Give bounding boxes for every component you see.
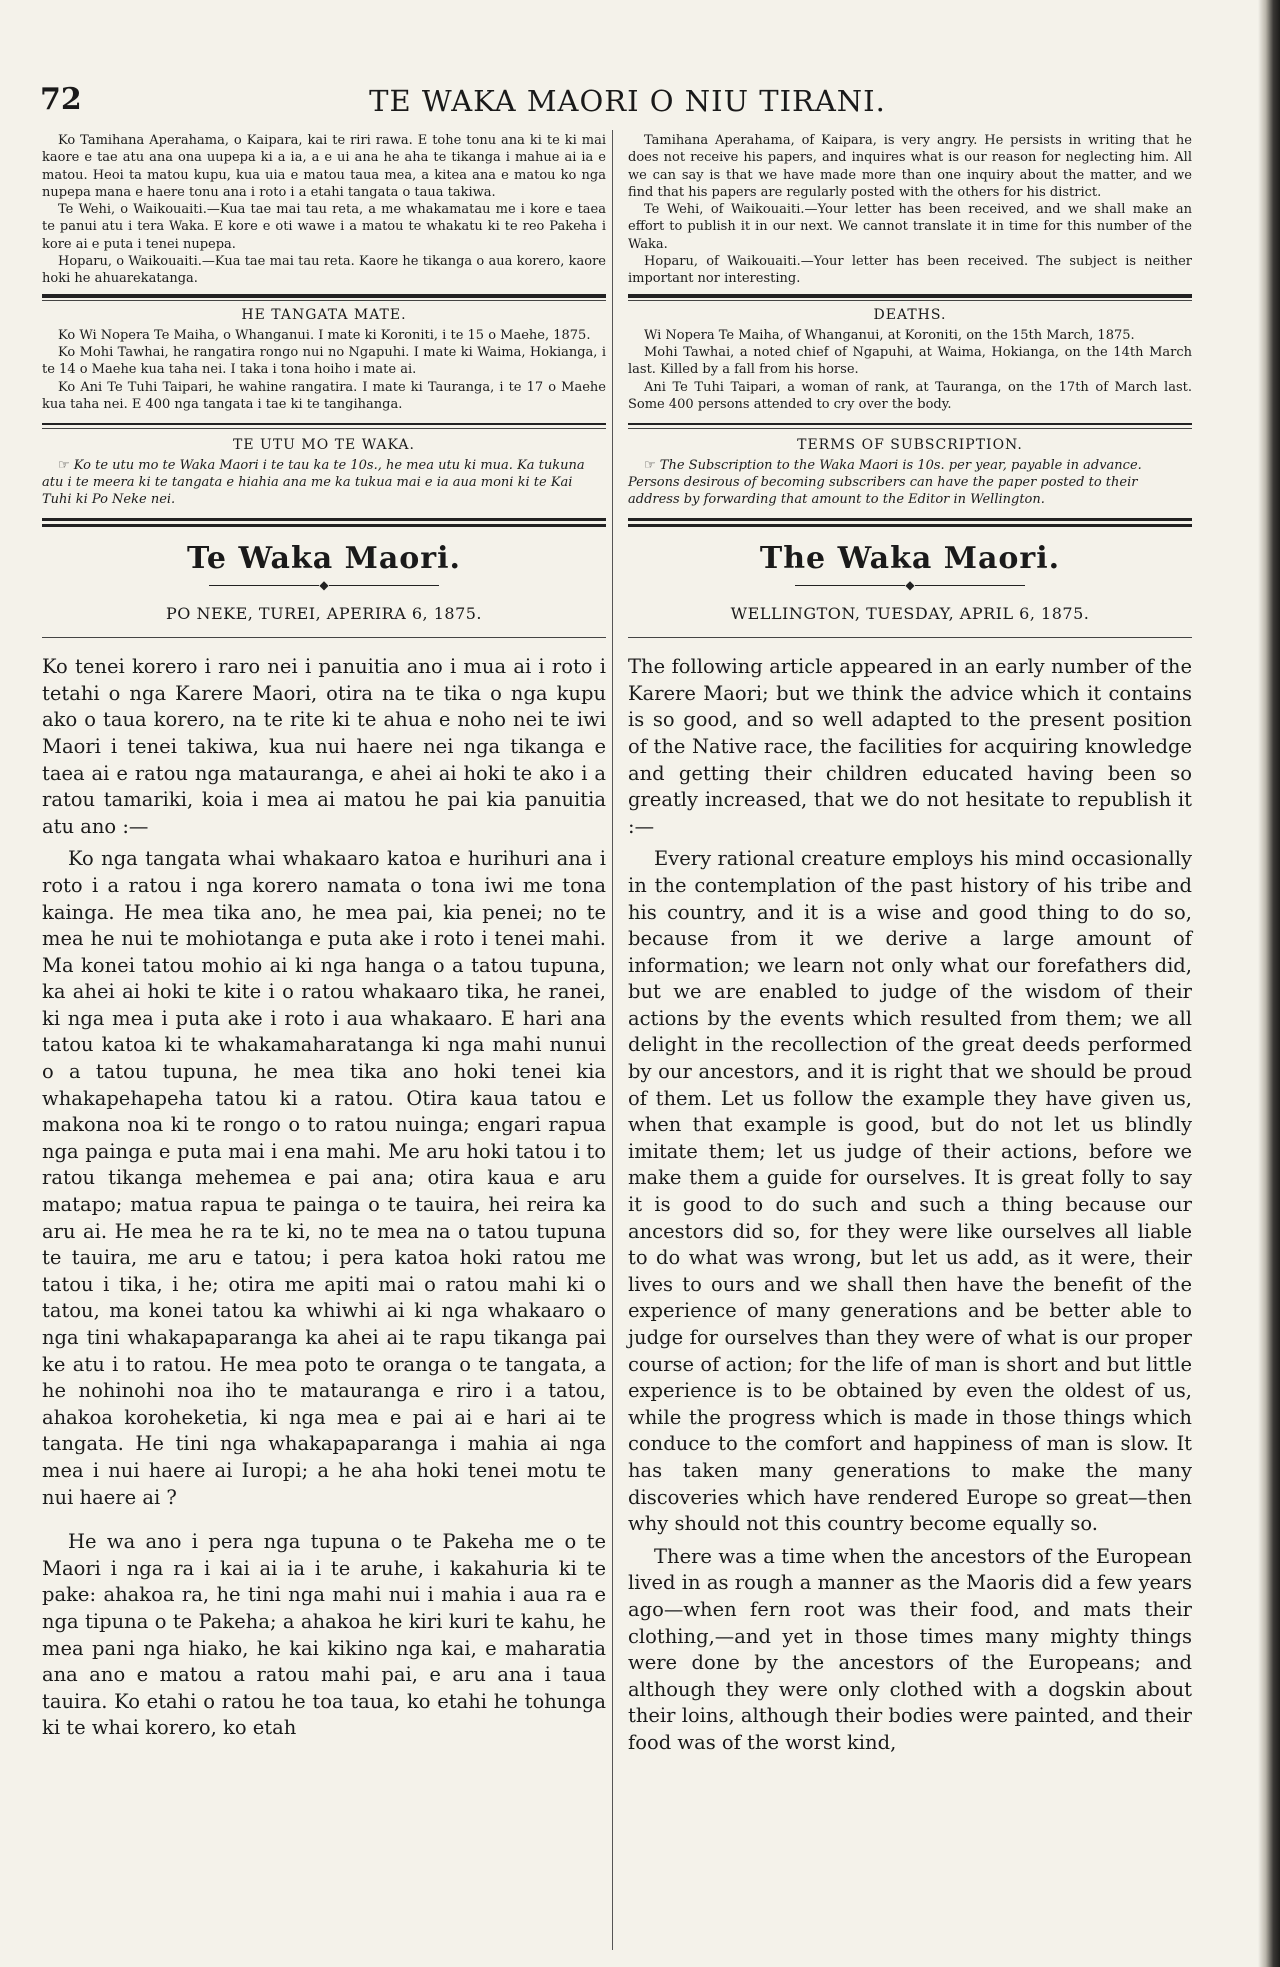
- article-paragraph: There was a time when the ancestors of the European lived in as rough a manner as the Maoris did a few years ago—when fern root was their food, and mats their clothing,—and yet in those times many mighty things were done by the ancestors of the Europeans; and although they were only clothed with a dogskin about their loins, although their bodies were painted, and their food was of the worst kind,: [628, 1544, 1192, 1754]
- pointing-hand-icon: ☞: [58, 458, 74, 474]
- maori-masthead: Te Waka Maori.: [187, 541, 461, 577]
- section-rule: [42, 294, 606, 301]
- maori-notice: Ko Tamihana Aperahama, o Kaipara, kai te riri rawa. E tohe tonu ana ki te ki mai kaore e tae atu ana ona uupepa ki a ia, a e ui ana he aha te tikanga i mahue ai ia e matou. Heoi ta matou kupu, kua uia e matou taua mea, a kitea ana e matou ko nga nupepa mana e haere tonu ana i roto i a etahi tangata o taua takiwa.: [42, 133, 606, 200]
- section-rule: [628, 637, 1192, 638]
- english-terms-body: The Subscription to the Waka Maori is 10s. per year, payable in advance. Persons desirous of becoming subscribers can have the paper posted to their address by forwarding that amount to the Editor in Wellington.: [628, 458, 1142, 508]
- maori-column: [42, 132, 606, 1748]
- maori-notices: [42, 132, 606, 288]
- maori-notice: Hoparu, o Waikouaiti.—Kua tae mai tau reta. Kaore he tikanga o aua korero, kaore hoki he ahuarekatanga.: [42, 254, 606, 287]
- section-rule: [42, 637, 606, 638]
- page-header: [40, 82, 1215, 122]
- section-rule: [628, 294, 1192, 301]
- maori-terms-body: Ko te utu mo te Waka Maori i te tau ka te 10s., he mea utu ki mua. Ka tukuna atu i te meera ki te tangata e hiahia ana me ka tukua mai e ia aua moni ki te Kai Tuhi ki Po Neke nei.: [42, 458, 585, 508]
- page-binding-edge: [1258, 0, 1280, 1967]
- english-notice: Te Wehi, of Waikouaiti.—Your letter has been received, and we shall make an effort to publish it in our next. We cannot translate it in time for this number of the Waka.: [628, 202, 1192, 252]
- death-notice: Wi Nopera Te Maiha, of Whanganui, at Koroniti, on the 15th March, 1875.: [644, 327, 1135, 343]
- english-notice: Hoparu, of Waikouaiti.—Your letter has been received. The subject is neither important nor interesting.: [628, 254, 1192, 287]
- english-article: [628, 654, 1192, 1756]
- section-rule: [628, 423, 1192, 429]
- article-paragraph: Ko nga tangata whai whakaaro katoa e hurihuri ana i roto i a ratou i nga korero namata o tona iwi me tona kainga. He mea tika ano, he mea pai, kia penei; no te mea he nui te mohiotanga e puta ake i roto i tenei mahi. Ma konei tatou mohio ai ki nga hanga o a tatou tupuna, ka ahei ai hoki te kite i o ratou whakaaro tika, he ranei, ki nga mea i puta ake i roto i aua whakaaro. E hari ana tatou katoa ki te whakamaharatanga ki nga mahi nunui o a tatou tupuna, he mea tika ano hoki tenei kia whakapehapeha tatou ki a ratou. Otira kaua tatou e makona noa ki te rongo o to ratou nuinga; engari rapua nga painga e puta mai i ena mahi. Me aru hoki tatou i to ratou tikanga mehemea e pai ana; otira kaua e aru matapo; matua rapua te painga o te tauira, hei reira ka aru ai. He mea he ra te ki, no te mea na o tatou tupuna te tauira, me aru e tatou; i pera katoa hoki ratou me tatou i tika, i he; otira me apiti mai o ratou mahi ki o tatou, ma konei tatou ka whiwhi ai ki nga whakaaro o nga tini whakapaparanga ka ahei ai te rapu tikanga pai ke atu i to ratou. He mea poto te oranga o te tangata, a he nohinohi noa iho te matauranga e riro i a tatou, ahakoa koroheketia, ki nga mea e pai ai e hari ai te tangata. He tini nga whakapaparanga i mahia ai nga mea i nui haere ai Iuropi; a he aha hoki tenei motu te nui haere ai ?: [42, 847, 606, 1509]
- section-rule: [42, 518, 606, 527]
- death-notice: Ko Ani Te Tuhi Taipari, he wahine rangatira. I mate ki Tauranga, i te 17 o Maehe kua taha nei. E 400 nga tangata i tae ki te tangihanga.: [42, 379, 606, 412]
- english-masthead: The Waka Maori.: [759, 541, 1061, 577]
- english-notice: Tamihana Aperahama, of Kaipara, is very angry. He persists in writing that he does not receive his papers, and inquires what is our reason for neglecting him. All we can say is that we have made more than one inquiry about the matter, and we find that his papers are regularly posted with the others for his district.: [628, 133, 1192, 200]
- english-deaths: [628, 327, 1192, 413]
- english-terms-text: [628, 457, 1192, 508]
- maori-deaths: [42, 327, 606, 413]
- masthead-ornament: ◆: [42, 578, 606, 592]
- english-terms-heading: TERMS OF SUBSCRIPTION.: [797, 437, 1023, 454]
- death-notice: Ani Te Tuhi Taipari, a woman of rank, at Tauranga, on the 17th of March last. Some 400 persons attended to cry over the body.: [628, 379, 1192, 412]
- death-notice: Ko Wi Nopera Te Maiha, o Whanganui. I mate ki Koroniti, i te 15 o Maehe, 1875.: [58, 327, 591, 343]
- english-deaths-heading: DEATHS.: [873, 306, 947, 323]
- article-paragraph: He wa ano i pera nga tupuna o te Pakeha me o te Maori i nga ra i kai ai ia i te aruhe, i kakahuria ki te pake: ahakoa ra, he tini nga mahi nui i mahia i aua ra e nga tipuna o te Pakeha; a ahakoa he kiri kuri te kahu, he mea pani nga hiako, he kai kikino nga kai, e maharatia ana ano e matou a ratou mahi pai, e aru ana i taua tauira. Ko etahi o ratou he toa taua, ko etahi he tohunga ki te whai korero, ko etah: [42, 1530, 606, 1740]
- article-paragraph: The following article appeared in an early number of the Karere Maori; but we think the advice which it contains is so good, and so well adapted to the present position of the Native race, the facilities for acquiring knowledge and getting their children educated having been so greatly increased, that we do not hesitate to republish it :—: [628, 655, 1192, 838]
- column-divider: [612, 130, 613, 1950]
- maori-dateline: PO NEKE, TUREI, APERIRA 6, 1875.: [165, 604, 483, 624]
- article-paragraph: Every rational creature employs his mind occasionally in the contemplation of the past history of his tribe and his country, and it is a wise and good thing to do so, because from it we derive a large amount of information; we learn not only what our forefathers did, but we are enabled to judge of the wisdom of their actions by the events which resulted from them; we all delight in the recollection of the great deeds performed by our ancestors, and it is right that we should be proud of them. Let us follow the example they have given us, when that example is good, but do not let us blindly imitate them; let us judge of their actions, before we make them a guide for ourselves. It is great folly to say it is good to do such and such a thing because our ancestors did so, for they were like ourselves all liable to do what was wrong, but let us add, as it were, their lives to ours and we shall then have the benefit of the experience of many generations and be better able to judge for ourselves than they were of what is our proper course of action; for the life of man is short and but little experience is to be obtained by even the oldest of us, while the progress which is made in those things which conduce to the comfort and happiness of man is slow. It has taken many generations to make the many discoveries which have rendered Europe so great—then why should not this country become equally so.: [628, 847, 1192, 1536]
- maori-article: [42, 654, 606, 1742]
- masthead-ornament: ◆: [628, 578, 1192, 592]
- maori-terms-text: [42, 457, 606, 508]
- section-rule: [628, 518, 1192, 527]
- section-rule: [42, 423, 606, 429]
- newspaper-title: TE WAKA MAORI O NIU TIRANI.: [369, 84, 886, 118]
- maori-deaths-heading: HE TANGATA MATE.: [241, 306, 407, 323]
- maori-terms-heading: TE UTU MO TE WAKA.: [233, 437, 415, 454]
- death-notice: Ko Mohi Tawhai, he rangatira rongo nui no Ngapuhi. I mate ki Waima, Hokianga, i te 14 o Maehe kua taha nei. I taka i tona hoiho i mate ai.: [42, 344, 606, 378]
- article-paragraph: Ko tenei korero i raro nei i panuitia ano i mua ai i roto i tetahi o nga Karere Maori, otira na te tika o nga kupu ako o taua korero, na te rite ki te ahua e noho nei te iwi Maori i tenei takiwa, kua nui haere nei nga tikanga e taea ai e ratou nga matauranga, e ahei ai hoki te ako i a ratou tamariki, koia i mea ai matou he pai kia panuitia atu ano :—: [42, 655, 606, 838]
- pointing-hand-icon: ☞: [644, 458, 660, 474]
- english-notices: [628, 132, 1192, 288]
- death-notice: Mohi Tawhai, a noted chief of Ngapuhi, at Waima, Hokianga, on the 14th March last. Killed by a fall from his horse.: [628, 344, 1192, 378]
- page-number: 72: [40, 82, 82, 117]
- maori-notice: Te Wehi, o Waikouaiti.—Kua tae mai tau reta, a me whakamatau me i kore e taea te panui atu i tera Waka. E kore e oti wawe i a matou te whakatu ki te reo Pakeha i kore ai e puta i tenei nupepa.: [42, 202, 606, 252]
- english-column: [628, 132, 1192, 1763]
- english-dateline: WELLINGTON, TUESDAY, APRIL 6, 1875.: [730, 604, 1090, 624]
